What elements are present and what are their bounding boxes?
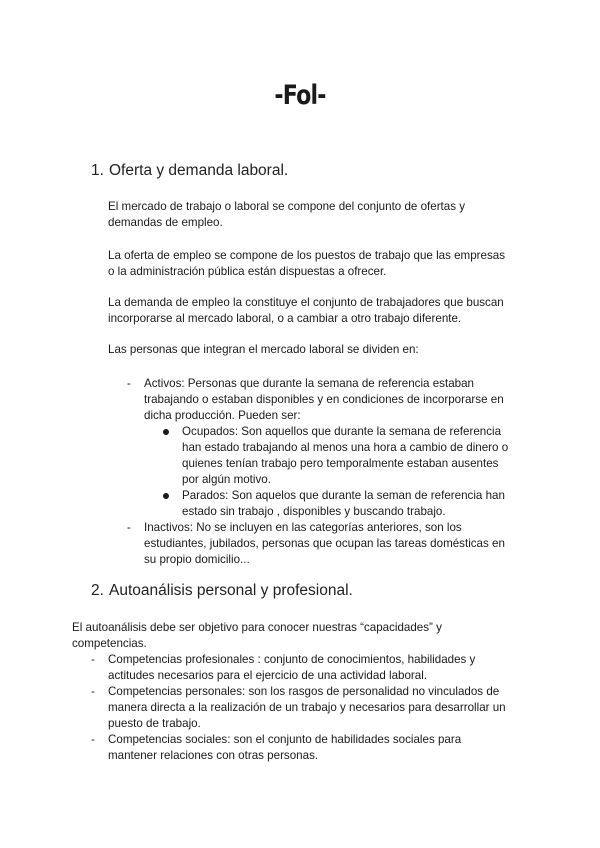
text-line: actitudes necesarios para el ejercicio de una actividad laboral. xyxy=(108,669,428,682)
text-line: estudiantes, jubilados, personas que ocupan las tareas domésticas en xyxy=(144,537,505,550)
section-2-heading xyxy=(91,582,353,600)
list-item-competencias-personales xyxy=(91,684,506,732)
list-item-inactivos xyxy=(127,520,505,568)
text-line: dicha producción. Pueden ser: xyxy=(144,409,301,422)
text-line: competencias. xyxy=(72,637,147,650)
dash-marker: - xyxy=(91,653,95,666)
bullet-dot xyxy=(163,429,169,435)
text-line: Ocupados: Son aquellos que durante la semana de referencia xyxy=(182,425,502,438)
list-item-parados xyxy=(163,488,505,520)
section-1-title: Oferta y demanda laboral. xyxy=(109,162,289,179)
list-item-ocupados xyxy=(163,424,508,488)
paragraph-oferta xyxy=(108,248,505,280)
dash-marker: - xyxy=(127,521,131,534)
text-line: incorporarse al mercado laboral, o a cambiar a otro trabajo diferente. xyxy=(108,312,462,325)
paragraph-personas xyxy=(108,342,419,358)
text-line: La demanda de empleo la constituye el conjunto de trabajadores que buscan xyxy=(108,296,504,309)
paragraph-mercado xyxy=(108,199,465,231)
dash-marker: - xyxy=(91,733,95,746)
list-item-competencias-sociales xyxy=(91,732,461,764)
text-line: Competencias personales: son los rasgos de personalidad no vinculados de xyxy=(108,685,500,698)
text-line: quienes tenían trabajo pero temporalmente estaban ausentes xyxy=(182,457,499,470)
document-title: -Fol- xyxy=(274,80,326,111)
text-line: Competencias sociales: son el conjunto de habilidades sociales para xyxy=(108,733,462,746)
text-line: han estado trabajando al menos una hora a cambio de dinero o xyxy=(182,441,509,454)
dash-marker: - xyxy=(91,685,95,698)
section-2-number: 2. xyxy=(91,582,104,599)
text-line: demandas de empleo. xyxy=(108,216,223,229)
list-item-competencias-profesionales xyxy=(91,652,475,684)
text-line: trabajando o estaban disponibles y en condiciones de incorporarse en xyxy=(144,393,504,406)
text-line: o la administración pública están dispuestas a ofrecer. xyxy=(108,265,387,278)
section-1-heading xyxy=(91,162,288,180)
text-line: Las personas que integran el mercado laboral se dividen en: xyxy=(108,343,419,356)
list-item-activos xyxy=(127,376,504,424)
text-line: estado sin trabajo , disponibles y buscando trabajo. xyxy=(182,505,446,518)
text-line: su propio domicilio... xyxy=(144,553,250,566)
text-line: La oferta de empleo se compone de los puestos de trabajo que las empresas xyxy=(108,249,506,262)
paragraph-demanda xyxy=(108,295,504,327)
text-line: mantener relaciones con otras personas. xyxy=(108,749,319,762)
text-line: Inactivos: No se incluyen en las categorías anteriores, son los xyxy=(144,521,462,534)
paragraph-autoanalisis xyxy=(72,620,442,652)
text-line: El mercado de trabajo o laboral se compone del conjunto de ofertas y xyxy=(108,200,466,213)
section-2-title: Autoanálisis personal y profesional. xyxy=(109,582,353,599)
text-line: Parados: Son aquelos que durante la seman de referencia han xyxy=(182,489,505,502)
text-line: Competencias profesionales : conjunto de conocimientos, habilidades y xyxy=(108,653,476,666)
text-line: manera directa a la realización de un trabajo y necesarios para desarrollar un xyxy=(108,701,506,714)
text-line: Activos: Personas que durante la semana de referencia estaban xyxy=(144,377,474,390)
text-line: por algún motivo. xyxy=(182,473,271,486)
text-line: El autoanálisis debe ser objetivo para conocer nuestras “capacidades” y xyxy=(72,621,442,634)
text-line: puesto de trabajo. xyxy=(108,717,201,730)
bullet-dot xyxy=(163,493,169,499)
dash-marker: - xyxy=(127,377,131,390)
section-1-number: 1. xyxy=(91,162,104,179)
